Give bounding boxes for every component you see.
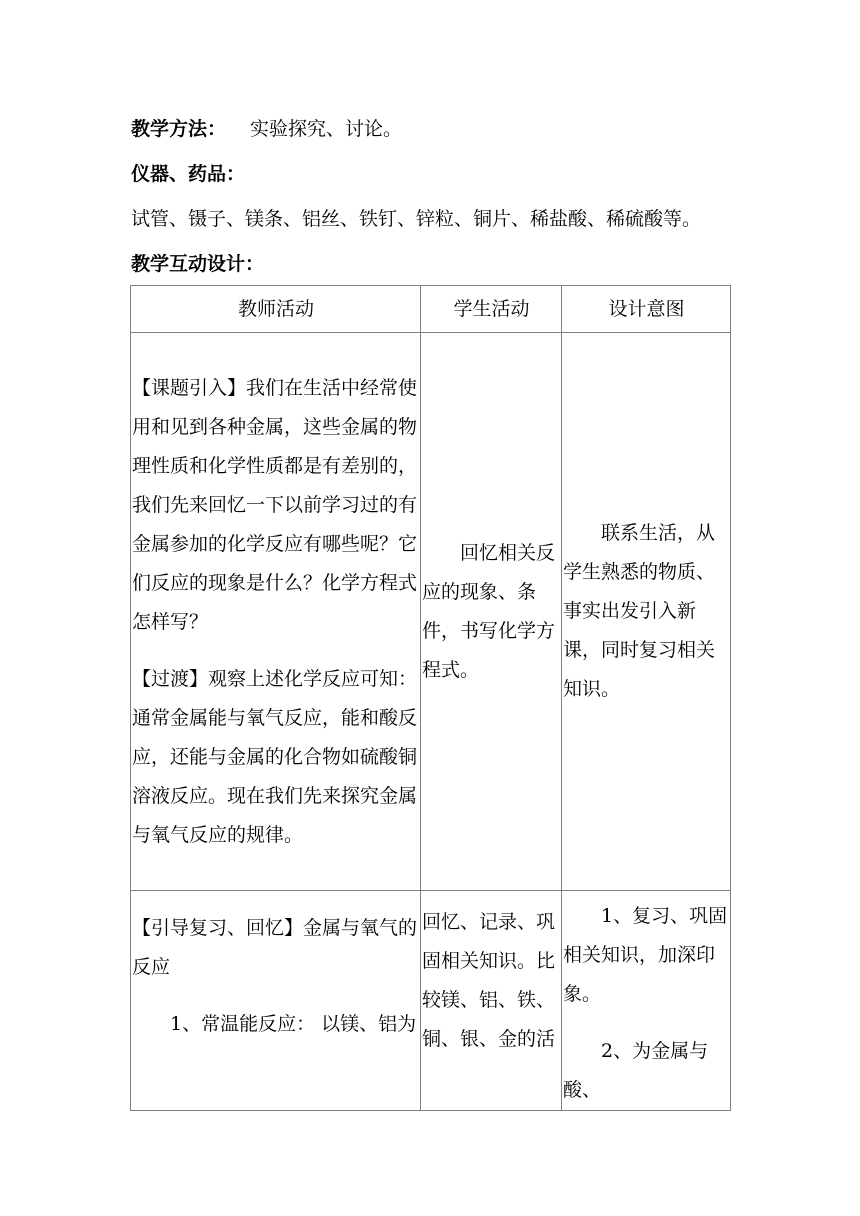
table-header-row [131, 286, 731, 333]
instruments-label: 仪器、药品： [131, 163, 246, 185]
room-temp-reaction-text: 1、常温能反应： 以镁、铝为 [170, 1013, 417, 1035]
review-guide-text: 【引导复习、回忆】金属与氧气的反应 [132, 917, 418, 978]
teacher-activity-cell [131, 333, 421, 891]
lesson-intro-text: 【课题引入】我们在生活中经常使用和见到各种金属，这些金属的物理性质和化学性质都是有差别的，我们先来回忆一下以前学习过的有金属参加的化学反应有哪些呢？它们反应的现象是什么？化学方程式怎样写？ [132, 376, 418, 633]
teaching-methods-value: 实验探究、讨论。 [250, 118, 403, 140]
teaching-methods-label: 教学方法： [131, 118, 227, 140]
teacher-activity-cell [131, 891, 421, 1111]
header-student-activity: 学生活动 [421, 286, 562, 333]
design-intent-cell [562, 333, 731, 891]
lesson-design-table [130, 285, 731, 1111]
table-row [131, 333, 731, 891]
table-row [131, 891, 731, 1111]
design-intent-cell [562, 891, 731, 1111]
header-design-intent: 设计意图 [562, 286, 731, 333]
student-activity-text: 回忆相关反应的现象、条件，书写化学方程式。 [422, 541, 556, 681]
transition-text: 【过渡】观察上述化学反应可知：通常金属能与氧气反应，能和酸反应，还能与金属的化合物如硫酸铜溶液反应。现在我们先来探究金属与氧气反应的规律。 [132, 667, 418, 846]
design-intent-text-2: 2、为金属与酸、 [563, 1040, 709, 1101]
design-intent-text: 1、复习、巩固相关知识，加深印象。 [563, 905, 728, 1005]
student-activity-cell [421, 891, 562, 1111]
interactive-design-label: 教学互动设计： [131, 253, 265, 275]
instruments-value: 试管、镊子、镁条、铝丝、铁钉、锌粒、铜片、稀盐酸、稀硫酸等。 [131, 208, 702, 230]
design-intent-text: 联系生活，从学生熟悉的物质、事实出发引入新课，同时复习相关知识。 [563, 522, 716, 700]
student-activity-text: 回忆、记录、巩固相关知识。比较镁、铝、铁、铜、银、金的活 [422, 911, 556, 1050]
student-activity-cell [421, 333, 562, 891]
teaching-methods-line [131, 115, 402, 143]
header-teacher-activity: 教师活动 [131, 286, 421, 333]
